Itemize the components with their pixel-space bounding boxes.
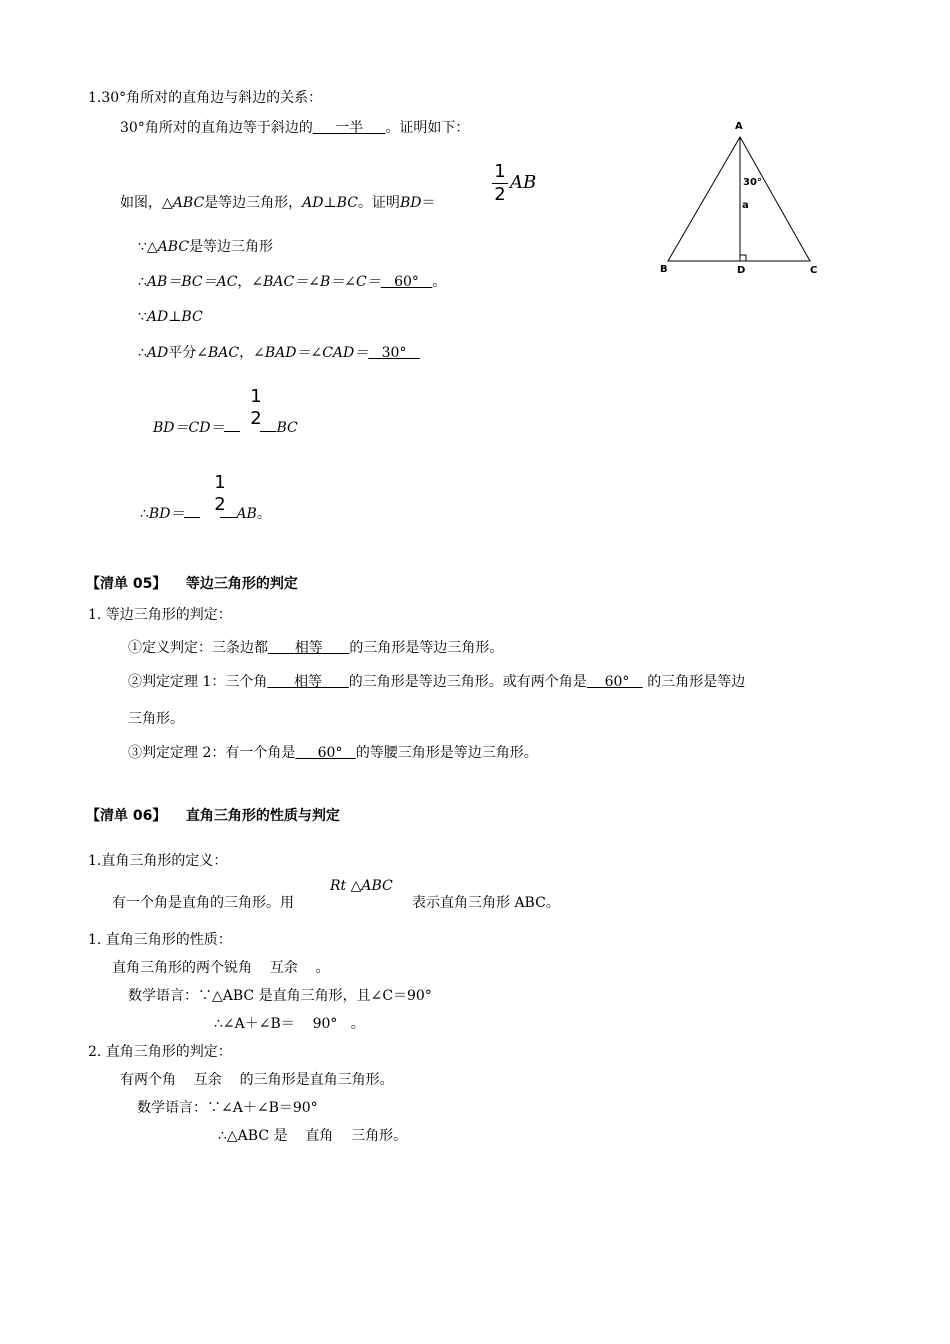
equilateral-triangle-figure bbox=[650, 115, 840, 285]
triangle-outline bbox=[668, 137, 810, 261]
fraction-half: 1 2 bbox=[492, 162, 508, 205]
definition-text-end: 表示直角三角形 ABC。 bbox=[412, 895, 560, 911]
judgement-math-1: 数学语言：∵∠A＋∠B＝90° bbox=[137, 1100, 318, 1116]
criterion-1: ①定义判定：三条边都 相等 的三角形是等边三角形。 bbox=[128, 640, 504, 656]
property-line: 直角三角形的两个锐角 互余 。 bbox=[112, 960, 330, 976]
proof-step-2: ∴AB＝BC＝AC，∠BAC＝∠B＝∠C＝ 60° 。 bbox=[138, 274, 447, 290]
side-label: a bbox=[742, 200, 749, 211]
proof-step-1: ∵△ABC是等边三角形 bbox=[138, 239, 274, 255]
proof-step-3: ∵AD⊥BC bbox=[138, 309, 203, 325]
proof-step-5: BD＝CD＝ BC bbox=[153, 420, 298, 436]
section2-header: 【清单 05】 等边三角形的判定 bbox=[86, 576, 298, 592]
judgement-math-2: ∴△ABC 是 直角 三角形。 bbox=[218, 1128, 408, 1144]
judgement-line: 有两个角 互余 的三角形是直角三角形。 bbox=[120, 1072, 394, 1088]
proof-setup: 如图，△ABC是等边三角形，AD⊥BC。证明BD＝ bbox=[120, 195, 436, 211]
section2-title: 1. 等边三角形的判定： bbox=[88, 607, 232, 623]
right-angle-mark bbox=[740, 255, 746, 261]
fraction-half: 1 2 bbox=[250, 386, 262, 429]
answer-blank: 30° bbox=[381, 345, 407, 361]
answer-blank: 60° bbox=[394, 274, 419, 290]
answer-blank: 60° bbox=[604, 674, 630, 690]
vertex-c: C bbox=[810, 265, 818, 276]
property-math-2: ∴∠A＋∠B＝ 90° 。 bbox=[214, 1016, 365, 1032]
proof-step-6: ∴BD＝ AB。 bbox=[140, 506, 271, 522]
definition-title: 1.直角三角形的定义： bbox=[88, 853, 228, 869]
proof-step-4: ∴AD平分∠BAC，∠BAD＝∠CAD＝ 30° bbox=[138, 343, 420, 363]
property-math-1: 数学语言：∵△ABC 是直角三角形，且∠C＝90° bbox=[128, 988, 432, 1004]
vertex-d: D bbox=[737, 265, 746, 276]
criterion-2-continued: 三角形。 bbox=[128, 711, 184, 727]
judgement-title: 2. 直角三角形的判定： bbox=[88, 1044, 232, 1060]
criterion-3: ③判定定理 2：有一个角是 60° 的等腰三角形是等边三角形。 bbox=[128, 745, 538, 761]
criterion-2: ②判定定理 1：三个角 相等 的三角形是等边三角形。或有两个角是 60° 的三角形是等边 bbox=[128, 674, 746, 690]
vertex-b: B bbox=[660, 264, 668, 275]
answer-blank: 相等 bbox=[294, 640, 323, 656]
fraction-half: 1 2 bbox=[214, 472, 226, 515]
answer-blank: 一半 bbox=[335, 120, 364, 136]
theorem-statement: 30°角所对的直角边等于斜边的 一半 。证明如下： bbox=[120, 120, 470, 136]
definition-text: 有一个角是直角的三角形。用 bbox=[112, 895, 294, 911]
property-title: 1. 直角三角形的性质： bbox=[88, 932, 232, 948]
rt-triangle-symbol: Rt △ABC bbox=[330, 878, 393, 894]
section1-title: 1.30°角所对的直角边与斜边的关系： bbox=[88, 90, 323, 106]
section3-header: 【清单 06】 直角三角形的性质与判定 bbox=[86, 808, 340, 824]
vertex-a: A bbox=[735, 121, 743, 132]
answer-blank: 60° bbox=[317, 745, 343, 761]
segment-ab: AB bbox=[510, 172, 537, 193]
answer-blank: 相等 bbox=[294, 674, 323, 690]
angle-label: 30° bbox=[743, 177, 762, 188]
